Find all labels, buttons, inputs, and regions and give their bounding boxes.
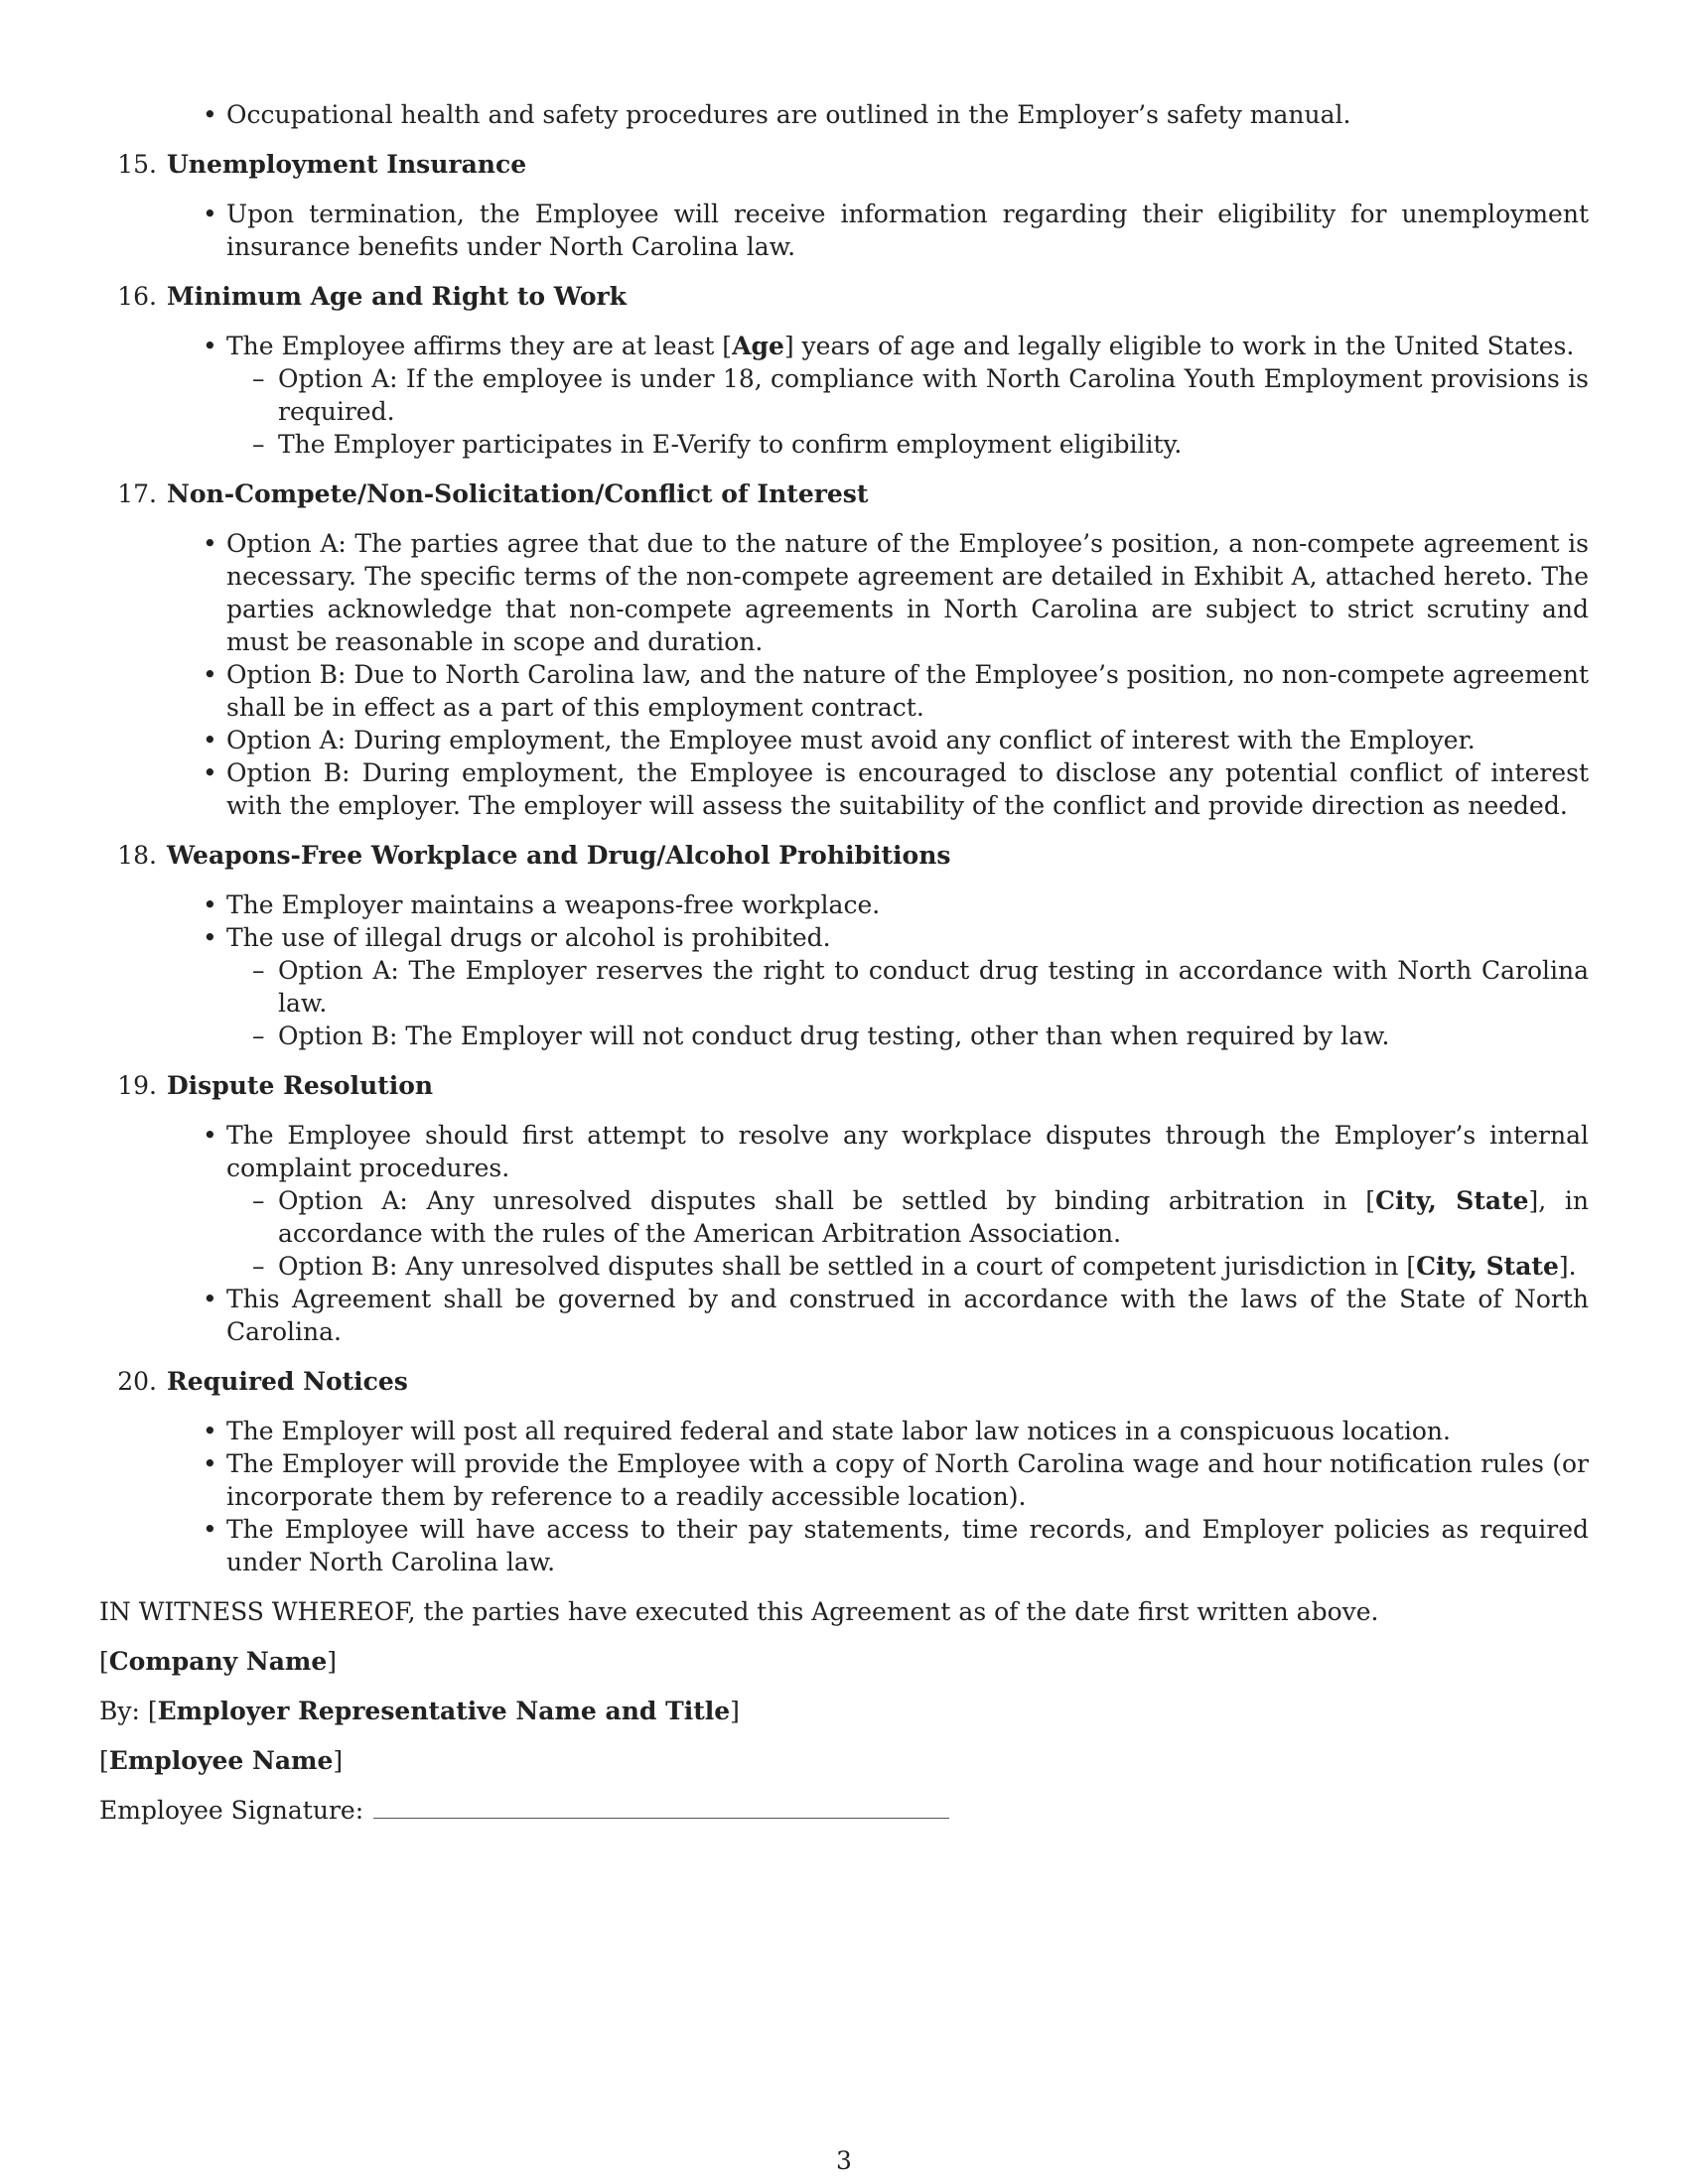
intro-list [99, 98, 1589, 131]
list-item: • The Employer will post all required federal and state labor law notices in a conspicuous location. [226, 1415, 1589, 1447]
list-item [226, 921, 1589, 1052]
text-run: The Employee should first attempt to resolve any workplace disputes through the Employer’s internal complaint procedures. [226, 1121, 1589, 1182]
section-title: Non-Compete/Non-Solicitation/Conflict of Interest [167, 479, 869, 508]
section-title: Dispute Resolution [167, 1071, 434, 1100]
employee-signature-line [99, 1794, 1589, 1827]
sub-list [226, 362, 1589, 461]
text-run: Option A: Any unresolved disputes shall be settled by binding arbitration in [ [278, 1186, 1376, 1215]
page-number: 3 [836, 2146, 852, 2175]
text-run: ] years of age and legally eligible to work in the United States. [783, 332, 1575, 360]
list-item: • Option A: The parties agree that due to the nature of the Employee’s position, a non-compete agreement is necessary. The specific terms of the non-compete agreement are detailed in Exhibit A, attached hereto. The parties acknowledge that non-compete agreements in North Carolina are subject to strict scrutiny and must be reasonable in scope and duration. [226, 527, 1589, 658]
sub-list [226, 954, 1589, 1052]
sub-list-item [278, 1184, 1589, 1250]
employer-rep-placeholder: Employer Representative Name and Title [157, 1697, 731, 1725]
list-item: • The Employee will have access to their pay statements, time records, and Employer policies as required under North Carolina law. [226, 1513, 1589, 1578]
bullet-list [99, 888, 1589, 1052]
text-run: ]. [1558, 1252, 1577, 1281]
sub-list-item [278, 1250, 1589, 1283]
sub-list-item: – Option A: The Employer reserves the right to conduct drug testing in accordance with North Carolina law. [278, 954, 1589, 1020]
witness-statement: IN WITNESS WHEREOF, the parties have executed this Agreement as of the date first written above. [99, 1597, 1379, 1626]
text-run: ], in accordance with the rules of the American Arbitration Association. [278, 1186, 1589, 1248]
list-item [226, 330, 1589, 461]
employee-name-line: [Employee Name] [99, 1746, 344, 1775]
section-heading [99, 839, 1589, 872]
text-run: The Employee affirms they are at least [ [226, 332, 733, 360]
section-19 [99, 1069, 1589, 1348]
section-title: Unemployment Insurance [167, 150, 527, 179]
text-run: The use of illegal drugs or alcohol is prohibited. [226, 923, 831, 952]
bullet-list [99, 1119, 1589, 1348]
section-heading [99, 280, 1589, 313]
section-heading [99, 478, 1589, 510]
section-title: Weapons-Free Workplace and Drug/Alcohol Prohibitions [167, 841, 951, 870]
list-item [226, 1119, 1589, 1283]
age-placeholder: Age [732, 332, 784, 360]
bullet-list [99, 1415, 1589, 1578]
bullet-list [99, 198, 1589, 263]
employer-rep-line: By: [Employer Representative Name and Title] [99, 1697, 740, 1725]
section-20 [99, 1365, 1589, 1578]
signature-field[interactable] [373, 1796, 949, 1819]
section-heading [99, 148, 1589, 181]
section-15 [99, 148, 1589, 263]
list-item: • Option A: During employment, the Employee must avoid any conflict of interest with the Employer. [226, 724, 1589, 756]
text-run: Option B: Any unresolved disputes shall be settled in a court of competent jurisdiction in [ [278, 1252, 1417, 1281]
company-name-placeholder: Company Name [108, 1647, 328, 1676]
section-heading [99, 1069, 1589, 1102]
sub-list-item: – Option B: The Employer will not conduct drug testing, other than when required by law. [278, 1020, 1589, 1052]
signature-block [99, 1595, 1589, 1827]
list-item: • The Employer maintains a weapons-free workplace. [226, 888, 1589, 921]
section-number: 20. [117, 1367, 157, 1396]
signature-label: Employee Signature: [99, 1796, 364, 1825]
section-number: 17. [117, 479, 157, 508]
section-number: 19. [117, 1071, 157, 1100]
bullet-list [99, 330, 1589, 461]
section-heading [99, 1365, 1589, 1398]
section-18 [99, 839, 1589, 1052]
list-item: • Upon termination, the Employee will receive information regarding their eligibility for unemployment insurance benefits under North Carolina law. [226, 198, 1589, 263]
bullet-list [99, 527, 1589, 822]
sub-list-item: – The Employer participates in E-Verify to confirm employment eligibility. [278, 428, 1589, 461]
company-name-line: [Company Name] [99, 1647, 338, 1676]
section-number: 18. [117, 841, 157, 870]
document-page [99, 98, 1589, 1827]
list-item: • Occupational health and safety procedures are outlined in the Employer’s safety manual. [226, 98, 1589, 131]
city-state-placeholder: City, State [1416, 1252, 1559, 1281]
city-state-placeholder: City, State [1375, 1186, 1529, 1215]
sub-list [226, 1184, 1589, 1283]
section-17 [99, 478, 1589, 822]
section-title: Minimum Age and Right to Work [167, 282, 627, 311]
by-label: By: [99, 1697, 140, 1725]
section-number: 15. [117, 150, 157, 179]
section-number: 16. [117, 282, 157, 311]
sub-list-item: – Option A: If the employee is under 18, compliance with North Carolina Youth Employment provisions is required. [278, 362, 1589, 428]
section-16 [99, 280, 1589, 461]
list-item: • This Agreement shall be governed by and construed in accordance with the laws of the State of North Carolina. [226, 1283, 1589, 1348]
employee-name-placeholder: Employee Name [108, 1746, 334, 1775]
section-title: Required Notices [167, 1367, 408, 1396]
list-item: • Option B: Due to North Carolina law, and the nature of the Employee’s position, no non-compete agreement shall be in effect as a part of this employment contract. [226, 658, 1589, 724]
list-item: • Option B: During employment, the Employee is encouraged to disclose any potential conflict of interest with the employer. The employer will assess the suitability of the conflict and provide direction as needed. [226, 756, 1589, 822]
list-item: • The Employer will provide the Employee with a copy of North Carolina wage and hour notification rules (or incorporate them by reference to a readily accessible location). [226, 1447, 1589, 1513]
